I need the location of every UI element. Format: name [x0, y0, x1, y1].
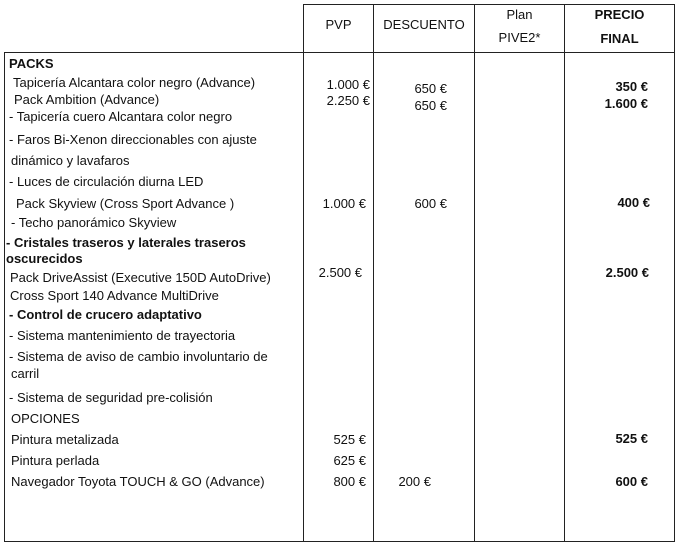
driveassist-feature-3b: carril	[11, 366, 40, 381]
precio-driveassist: 2.500 €	[605, 265, 649, 280]
item-perlada: Pintura perlada	[11, 453, 100, 468]
left-border	[4, 52, 5, 542]
col-divider-descuento	[474, 4, 475, 542]
pvp-skyview: 1.000 €	[322, 196, 366, 211]
driveassist-feature-2: - Sistema mantenimiento de trayectoria	[9, 328, 236, 343]
item-skyview: Pack Skyview (Cross Sport Advance )	[16, 196, 235, 211]
top-border	[303, 4, 675, 5]
precio-metalizada: 525 €	[615, 431, 648, 446]
precio-skyview: 400 €	[617, 195, 650, 210]
item-metalizada: Pintura metalizada	[11, 432, 119, 447]
opciones-heading: OPCIONES	[11, 411, 80, 426]
driveassist-feature-4: - Sistema de seguridad pre-colisión	[9, 390, 213, 405]
item-driveassist-line1: Pack DriveAssist (Executive 150D AutoDrive)	[10, 270, 271, 285]
header-plan-line2: PIVE2*	[498, 30, 541, 45]
pvp-navegador: 800 €	[333, 474, 366, 489]
item-navegador: Navegador Toyota TOUCH & GO (Advance)	[11, 474, 265, 489]
precio-navegador: 600 €	[615, 474, 648, 489]
skyview-feature-1: - Techo panorámico Skyview	[11, 215, 177, 230]
header-pvp: PVP	[325, 17, 352, 32]
packs-heading: PACKS	[9, 56, 54, 71]
pvp-alcantara: 1.000 €	[326, 77, 370, 92]
item-alcantara: Tapicería Alcantara color negro (Advance)	[13, 75, 256, 90]
header-precio-line2: FINAL	[600, 31, 639, 46]
header-plan-line1: Plan	[506, 7, 533, 22]
descuento-navegador: 200 €	[398, 474, 431, 489]
bottom-border	[4, 541, 675, 542]
descuento-alcantara: 650 €	[414, 81, 447, 96]
ambition-feature-2b: dinámico y lavafaros	[11, 153, 130, 168]
item-driveassist-line2: Cross Sport 140 Advance MultiDrive	[10, 288, 219, 303]
pvp-metalizada: 525 €	[333, 432, 366, 447]
ambition-feature-3: - Luces de circulación diurna LED	[9, 174, 204, 189]
item-ambition: Pack Ambition (Advance)	[14, 92, 160, 107]
driveassist-feature-3a: - Sistema de aviso de cambio involuntario de	[9, 349, 268, 364]
header-bottom-border	[4, 52, 675, 53]
skyview-feature-2b: oscurecidos	[6, 251, 83, 266]
right-border	[674, 4, 675, 542]
descuento-ambition: 650 €	[414, 98, 447, 113]
skyview-feature-2a: - Cristales traseros y laterales traseros	[6, 235, 246, 250]
ambition-feature-1: - Tapicería cuero Alcantara color negro	[9, 109, 233, 124]
descuento-skyview: 600 €	[414, 196, 447, 211]
precio-alcantara: 350 €	[615, 79, 648, 94]
pvp-driveassist: 2.500 €	[318, 265, 362, 280]
driveassist-feature-1: - Control de crucero adaptativo	[9, 307, 202, 322]
precio-ambition: 1.600 €	[604, 96, 648, 111]
header-precio-line1: PRECIO	[594, 7, 645, 22]
header-descuento: DESCUENTO	[383, 17, 465, 32]
pvp-ambition: 2.250 €	[326, 93, 370, 108]
pvp-perlada: 625 €	[333, 453, 366, 468]
ambition-feature-2a: - Faros Bi-Xenon direccionables con ajuste	[9, 132, 257, 147]
